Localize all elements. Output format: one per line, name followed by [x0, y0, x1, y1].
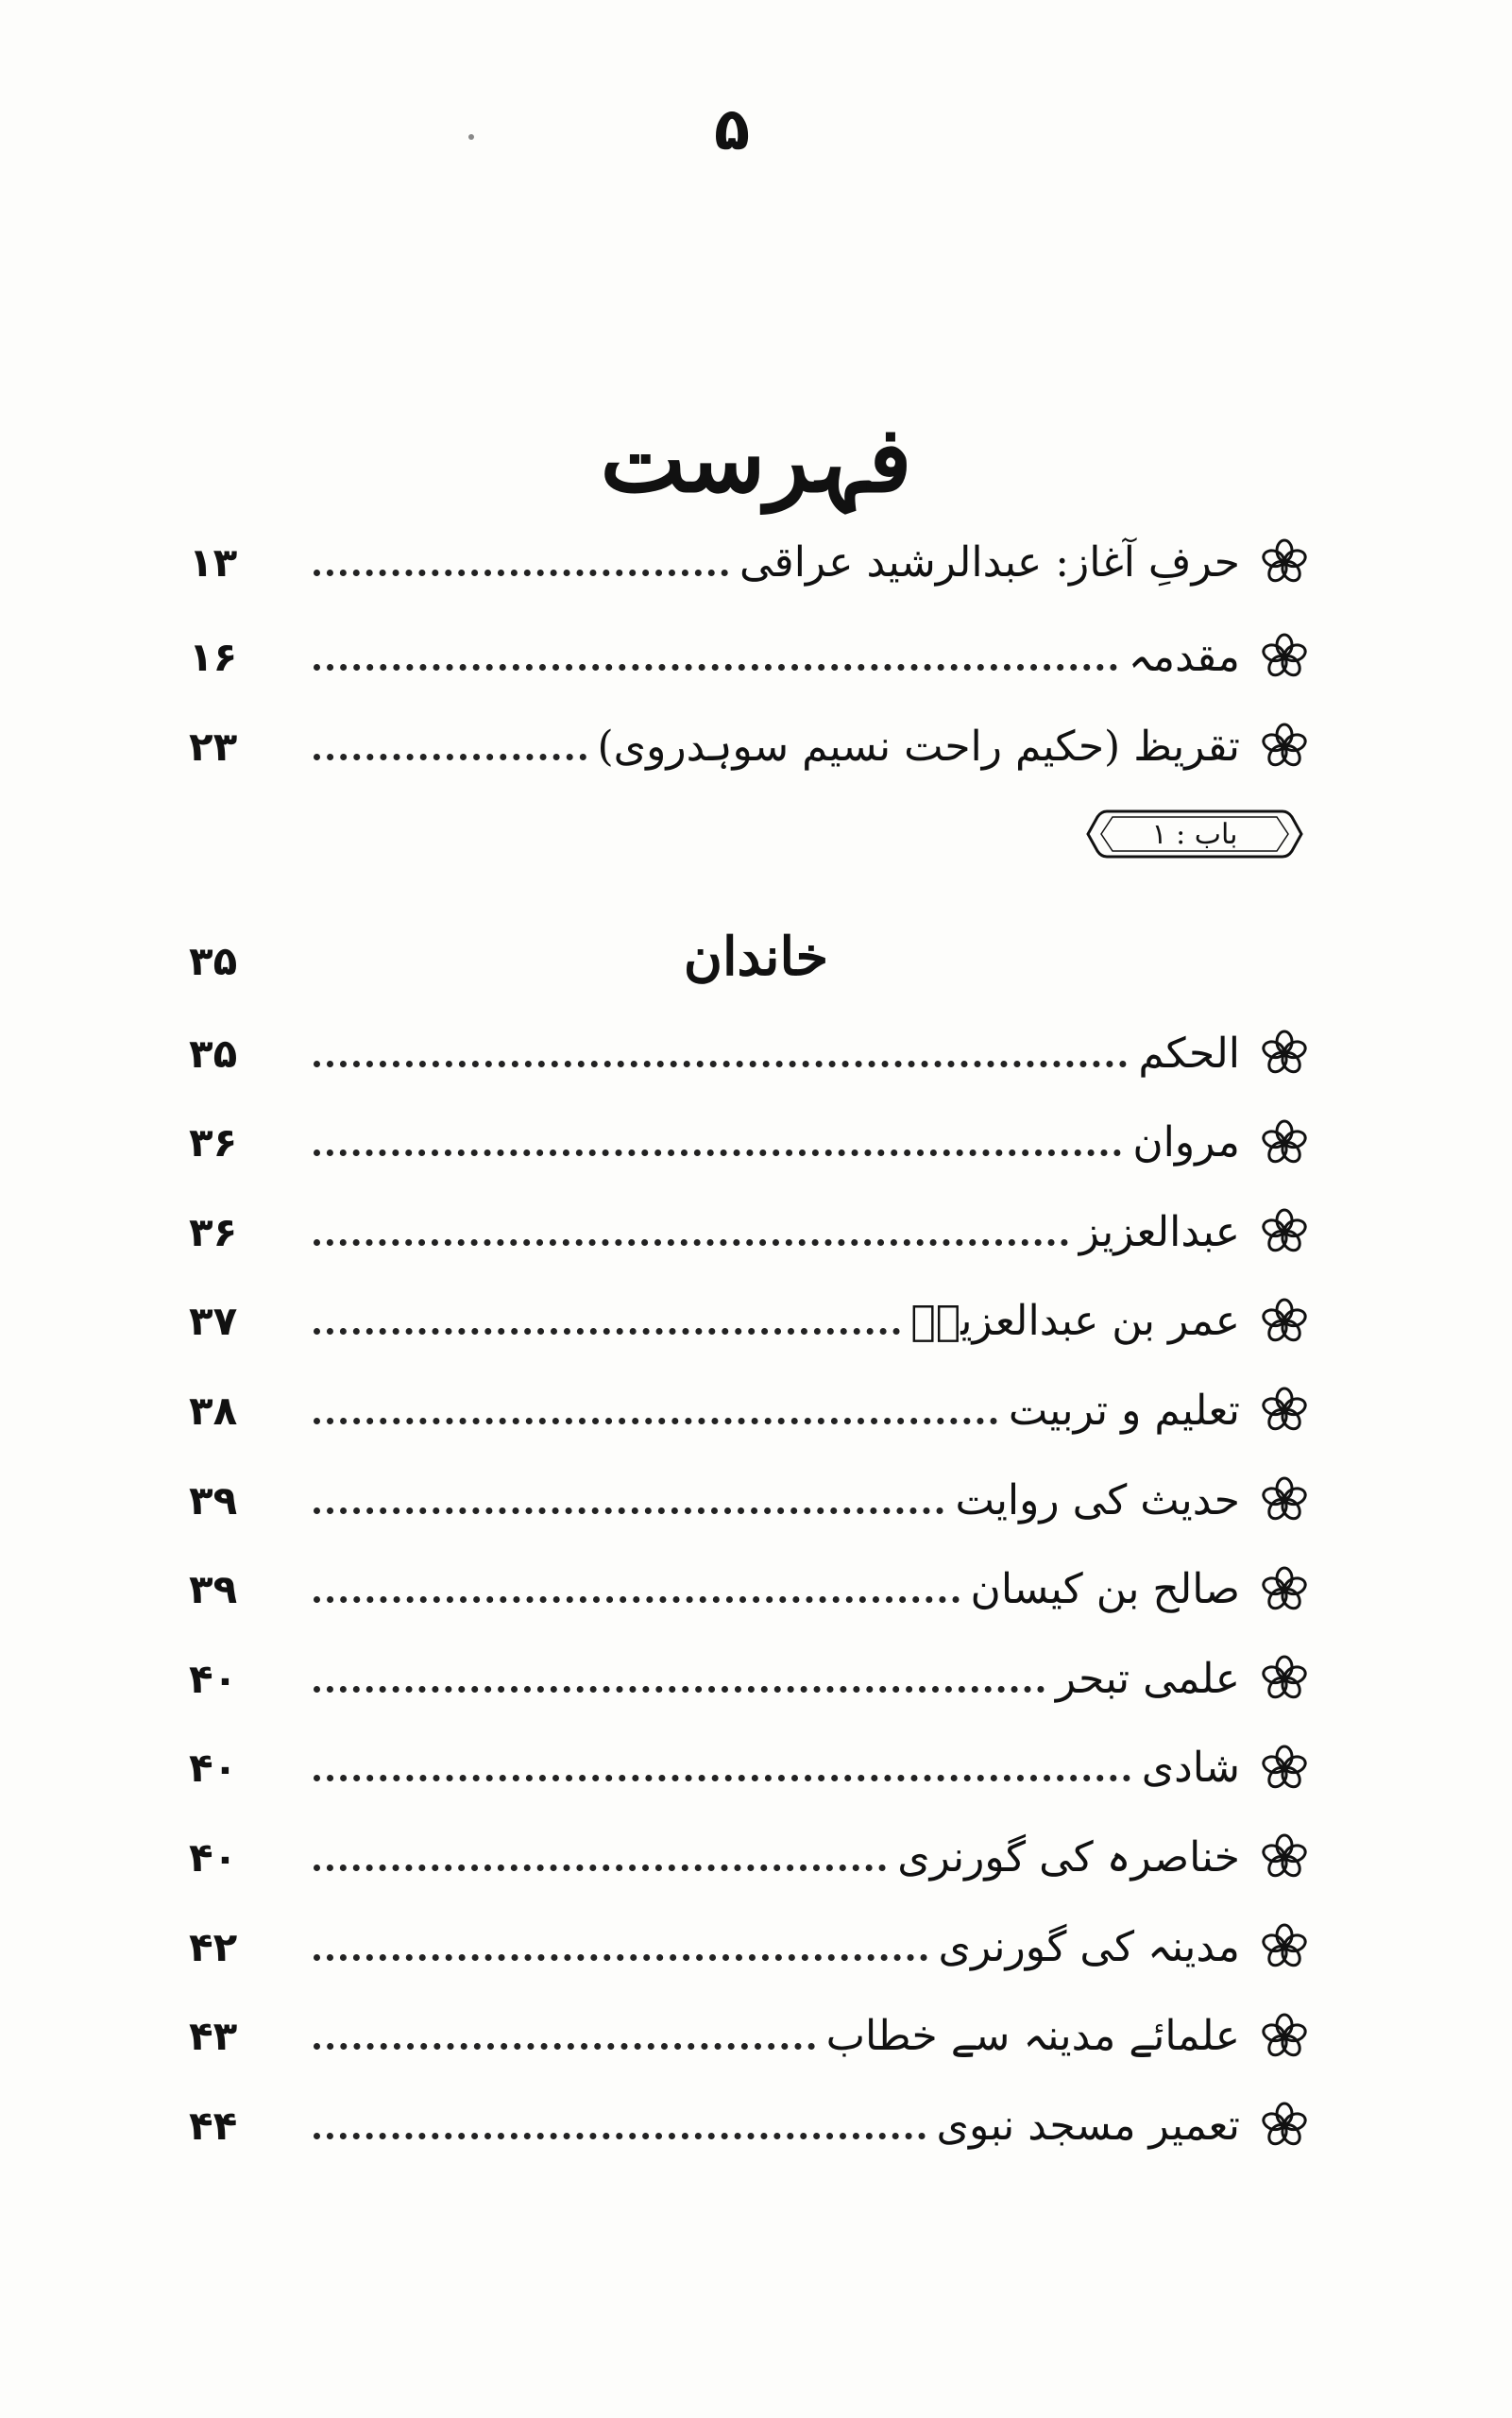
leader-dots	[314, 1596, 960, 1603]
page-number: ۵	[714, 94, 750, 163]
toc-row	[189, 524, 1308, 600]
toc-row	[189, 1552, 1308, 1627]
flower-bullet-icon	[1261, 1208, 1308, 1255]
page-ref: ۳۵	[189, 1030, 238, 1077]
flower-bullet-icon	[1261, 1923, 1308, 1970]
page-ref: ۱۳	[189, 538, 238, 586]
leader-dots	[314, 2133, 926, 2139]
toc-row	[189, 1641, 1308, 1716]
flower-bullet-icon	[1261, 1298, 1308, 1345]
leader-dots	[314, 1686, 1045, 1693]
leader-dots	[314, 1507, 943, 1514]
flower-bullet-icon	[1261, 1476, 1308, 1524]
toc-row	[189, 1194, 1308, 1269]
page-ref: ۳۹	[189, 1476, 238, 1524]
toc-row	[189, 1284, 1308, 1359]
toc-row	[189, 2087, 1308, 2163]
entry-title: شادی	[1141, 1744, 1240, 1793]
flower-bullet-icon	[1261, 723, 1308, 770]
entry-title: تعلیم و تربیت	[1008, 1386, 1240, 1435]
entry-title: تعمیر مسجد نبوی	[936, 2101, 1240, 2150]
page-ref: ۲۳	[189, 723, 238, 770]
entry-title: تقریظ (حکیم راحت نسیم سوہدروی)	[597, 722, 1240, 771]
entry-title: مروان	[1132, 1118, 1240, 1167]
entry-title: عمر بن عبدالعزیزؒ	[910, 1297, 1240, 1346]
leader-dots	[314, 1061, 1127, 1067]
page-ref: ۴۰	[189, 1655, 238, 1702]
entry-title: عبدالعزیز	[1079, 1207, 1240, 1256]
flower-bullet-icon	[1261, 538, 1308, 586]
flower-bullet-icon	[1261, 1655, 1308, 1702]
section-page-ref: ۳۵	[189, 938, 238, 984]
leader-dots	[314, 1775, 1130, 1781]
entry-title: علمائے مدینہ سے خطاب	[825, 2012, 1240, 2061]
page-ref: ۴۳	[189, 2013, 238, 2060]
leader-dots	[314, 1418, 997, 1424]
toc-row	[189, 619, 1308, 694]
flower-bullet-icon	[1261, 633, 1308, 680]
page-ref: ۳۷	[189, 1298, 238, 1345]
page-ref: ۳۶	[189, 1208, 238, 1255]
entry-title: الحکم	[1138, 1029, 1240, 1078]
leader-dots	[314, 754, 586, 760]
print-speck	[468, 134, 474, 140]
entry-title: حدیث کی روایت	[955, 1475, 1240, 1524]
page-ref: ۳۸	[189, 1387, 238, 1434]
leader-dots	[314, 1865, 886, 1871]
toc-row	[189, 1819, 1308, 1895]
leader-dots	[314, 1954, 927, 1961]
page-ref: ۴۰	[189, 1833, 238, 1881]
flower-bullet-icon	[1261, 2013, 1308, 2060]
flower-bullet-icon	[1261, 2102, 1308, 2149]
entry-title: صالح بن کیسان	[970, 1565, 1240, 1614]
leader-dots	[314, 1239, 1068, 1246]
page-ref: ۴۰	[189, 1745, 238, 1792]
toc-row	[189, 1105, 1308, 1181]
flower-bullet-icon	[1261, 1566, 1308, 1613]
toc-row	[189, 1909, 1308, 1984]
flower-bullet-icon	[1261, 1030, 1308, 1077]
toc-title: فہرست	[600, 406, 912, 513]
leader-dots	[314, 664, 1117, 671]
chapter-badge	[1086, 808, 1303, 860]
entry-title: حرفِ آغاز: عبدالرشید عراقی	[739, 537, 1240, 587]
toc-row	[189, 1462, 1308, 1538]
entry-title: مدینہ کی گورنری	[938, 1922, 1240, 1971]
toc-row	[189, 1372, 1308, 1448]
leader-dots	[314, 570, 728, 576]
entry-title: علمی تبحر	[1055, 1654, 1240, 1703]
toc-row	[189, 1015, 1308, 1091]
flower-bullet-icon	[1261, 1119, 1308, 1166]
entry-title: مقدمہ	[1128, 632, 1240, 681]
leader-dots	[314, 2043, 815, 2050]
flower-bullet-icon	[1261, 1387, 1308, 1434]
page-ref: ۳۹	[189, 1566, 238, 1613]
leader-dots	[314, 1328, 900, 1335]
page-ref: ۱۶	[189, 633, 238, 680]
flower-bullet-icon	[1261, 1745, 1308, 1792]
flower-bullet-icon	[1261, 1833, 1308, 1881]
page-ref: ۴۴	[189, 2102, 238, 2149]
page-ref: ۴۲	[189, 1923, 238, 1970]
section-title: خاندان	[683, 926, 829, 988]
chapter-label: باب : ۱	[1151, 817, 1238, 851]
toc-row	[189, 1999, 1308, 2074]
toc-row	[189, 1730, 1308, 1806]
toc-row	[189, 708, 1308, 784]
leader-dots	[314, 1149, 1121, 1156]
page-ref: ۳۶	[189, 1119, 238, 1166]
entry-title: خناصرہ کی گورنری	[897, 1832, 1240, 1882]
